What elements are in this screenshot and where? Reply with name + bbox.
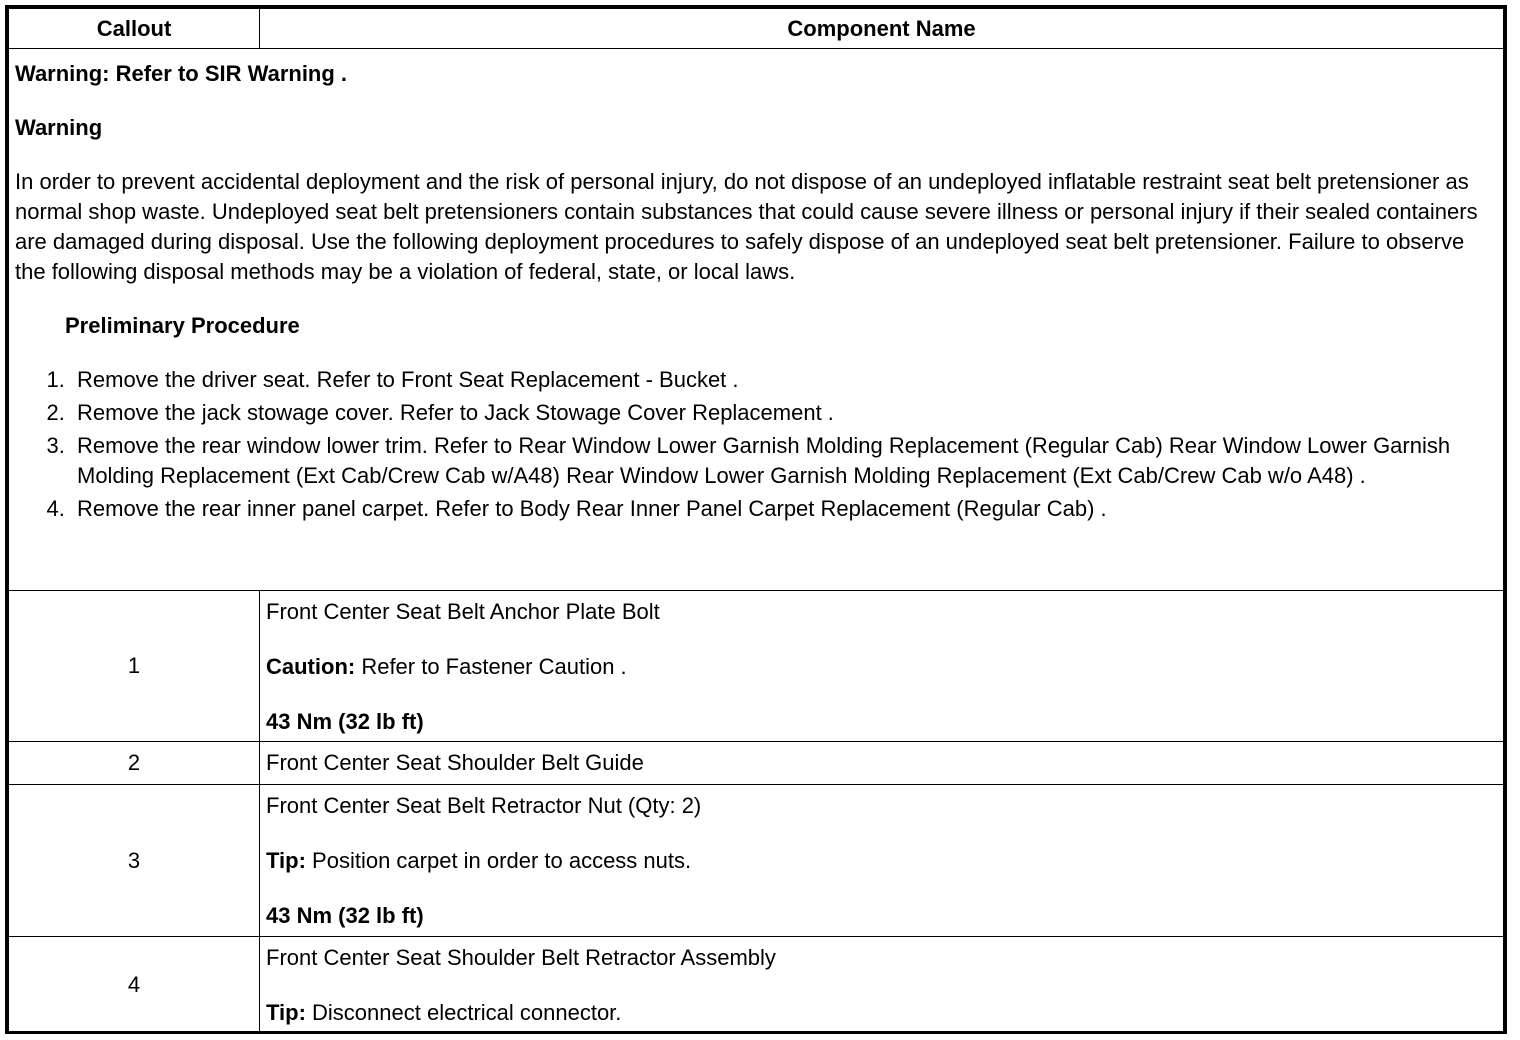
note-text: Refer to Fastener Caution . bbox=[355, 654, 627, 679]
note-text: Disconnect electrical connector. bbox=[305, 1000, 622, 1025]
preliminary-procedure-title: Preliminary Procedure bbox=[65, 313, 300, 338]
component-cell bbox=[260, 591, 1504, 742]
component-cell bbox=[260, 937, 1504, 1033]
torque-spec: 43 Nm (32 lb ft) bbox=[266, 709, 424, 734]
warning-row bbox=[9, 49, 1504, 591]
component-cell bbox=[260, 785, 1504, 937]
component-name: Front Center Seat Belt Retractor Nut (Qty: 2) bbox=[266, 793, 702, 818]
warning-cell bbox=[9, 49, 1504, 591]
sir-warning-title: Warning: Refer to SIR Warning . bbox=[15, 61, 348, 86]
procedure-step: 4. Remove the rear inner panel carpet. Refer to Body Rear Inner Panel Carpet Replacement (Regular Cab) . bbox=[71, 494, 1497, 524]
note-label: Tip: bbox=[266, 848, 306, 873]
component-name: Front Center Seat Shoulder Belt Guide bbox=[266, 750, 644, 775]
torque-spec: 43 Nm (32 lb ft) bbox=[266, 903, 424, 928]
callout-number: 1 bbox=[9, 591, 260, 742]
procedure-table-frame bbox=[5, 5, 1507, 1034]
callout-number: 3 bbox=[9, 785, 260, 937]
warning-title: Warning bbox=[15, 115, 103, 140]
note-label: Tip: bbox=[266, 1000, 306, 1025]
table-row bbox=[9, 785, 1504, 937]
procedure-step: 2. Remove the jack stowage cover. Refer to Jack Stowage Cover Replacement . bbox=[71, 398, 1497, 428]
table-header-row bbox=[9, 9, 1504, 49]
component-name: Front Center Seat Shoulder Belt Retractor Assembly bbox=[266, 945, 776, 970]
component-cell bbox=[260, 742, 1504, 785]
table-row bbox=[9, 742, 1504, 785]
table-row bbox=[9, 591, 1504, 742]
procedure-steps bbox=[15, 365, 1497, 524]
header-callout: Callout bbox=[9, 9, 260, 49]
warning-body: In order to prevent accidental deployment and the risk of personal injury, do not dispose of an undeployed inflatable restraint seat belt pretensioner as normal shop waste. Undeployed seat belt pretensioners contain substances that could cause severe illness or personal injury if their sealed containers are damaged during disposal. Use the following deployment procedures to safely dispose of an undeployed seat belt pretensioner. Failure to observe the following disposal methods may be a violation of federal, state, or local laws. bbox=[15, 169, 1478, 284]
procedure-table bbox=[8, 8, 1504, 1033]
note-label: Caution: bbox=[266, 654, 356, 679]
callout-number: 2 bbox=[9, 742, 260, 785]
note-text: Position carpet in order to access nuts. bbox=[305, 848, 692, 873]
procedure-step: 3. Remove the rear window lower trim. Refer to Rear Window Lower Garnish Molding Replacement (Regular Cab) Rear Window Lower Garnish Molding Replacement (Ext Cab/Crew Cab w/A48) Rear Window Lower Garnish Molding Replacement (Ext Cab/Crew Cab w/o A48) . bbox=[71, 431, 1497, 491]
procedure-step: 1. Remove the driver seat. Refer to Front Seat Replacement - Bucket . bbox=[71, 365, 1497, 395]
table-row bbox=[9, 937, 1504, 1033]
component-name: Front Center Seat Belt Anchor Plate Bolt bbox=[266, 599, 660, 624]
header-component-name: Component Name bbox=[260, 9, 1504, 49]
callout-number: 4 bbox=[9, 937, 260, 1033]
